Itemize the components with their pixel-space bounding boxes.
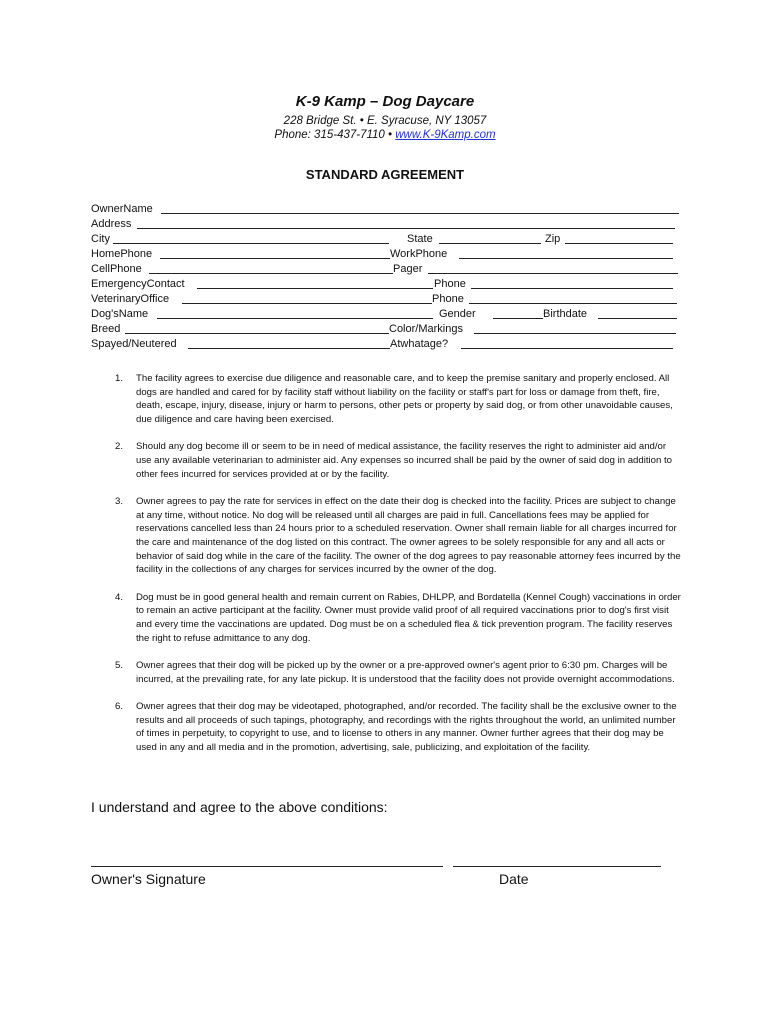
vet-phone-line[interactable]	[469, 292, 677, 304]
company-contact	[0, 129, 770, 141]
phone-text: Phone: 315-437-7110 •	[274, 129, 396, 141]
home-phone-label: HomePhone	[91, 248, 153, 260]
company-title: K-9 Kamp – Dog Daycare	[295, 93, 475, 110]
work-phone-label: WorkPhone	[390, 248, 448, 260]
zip-label: Zip	[545, 233, 561, 245]
emergency-contact-line[interactable]	[197, 277, 433, 289]
cell-phone-line[interactable]	[149, 262, 393, 274]
cell-phone-label: CellPhone	[91, 263, 142, 275]
clause-text: Owner agrees that their dog may be videotaped, photographed, and/or recorded. The facility shall be the exclusive owner to the results and all proceeds of such tapings, photography, and recordings with the rights throughout the world, an unlimited number of times in perpetuity, to copyright to use, and to license to others in any manner. Owner further agrees that their dog may be used in any and all media and in the promotion, advertising, sale, publicizing, and exploitation of the facility.	[136, 701, 677, 754]
work-phone-line[interactable]	[459, 247, 673, 259]
clause-number: 3.	[115, 496, 124, 508]
clause-number: 4.	[115, 591, 124, 603]
veterinary-office-line[interactable]	[182, 292, 432, 304]
dogs-name-label: Dog'sName	[91, 308, 149, 320]
owner-name-line[interactable]	[161, 202, 679, 214]
clause-5	[91, 659, 681, 686]
dogs-name-line[interactable]	[157, 307, 433, 319]
birthdate-line[interactable]	[598, 307, 677, 319]
agreement-title: STANDARD AGREEMENT	[305, 167, 465, 182]
zip-line[interactable]	[565, 232, 673, 244]
owner-name-label: OwnerName	[91, 203, 153, 215]
address-label: Address	[91, 218, 132, 230]
clause-text: The facility agrees to exercise due diligence and reasonable care, and to keep the premise sanitary and properly enclosed. All dogs are handled and cared for by facility staff without liability on the facility or staff's part for loss or damage from theft, fire, death, escape, injury, disease, injury or harm to persons, other pets or property by said dog, or from other unavoidable causes, due diligence and care having been exercised.	[136, 373, 673, 425]
pager-line[interactable]	[428, 262, 678, 274]
breed-label: Breed	[91, 323, 121, 335]
at-what-age-line[interactable]	[461, 337, 673, 349]
gender-line[interactable]	[493, 307, 543, 319]
clause-number: 1.	[115, 373, 124, 384]
clause-number: 6.	[115, 701, 124, 713]
clause-number: 5.	[115, 660, 124, 672]
vet-phone-label: Phone	[432, 293, 464, 305]
city-label: City	[91, 233, 110, 245]
date-label: Date	[499, 871, 529, 887]
clause-text: Owner agrees that their dog will be picked up by the owner or a pre-approved owner's agent prior to 6:30 pm. Charges will be incurred, at the prevailing rate, for any late pickup. It is understood that the facility does not provide overnight accommodations.	[136, 660, 675, 685]
veterinary-office-label: VeterinaryOffice	[91, 293, 170, 305]
clause-3	[91, 495, 681, 577]
clause-1	[91, 372, 681, 426]
birthdate-label: Birthdate	[543, 308, 588, 320]
city-line[interactable]	[113, 232, 389, 244]
gender-label: Gender	[439, 308, 476, 320]
company-address: 228 Bridge St. • E. Syracuse, NY 13057	[283, 115, 487, 127]
date-line[interactable]	[453, 866, 661, 867]
agreement-clauses	[91, 372, 681, 769]
emergency-phone-line[interactable]	[471, 277, 673, 289]
agreement-statement: I understand and agree to the above conditions:	[91, 799, 388, 815]
clause-text: Should any dog become ill or seem to be in need of medical assistance, the facility reserves the right to administer aid and/or use any available veterinarian to administer aid. Any expenses so incurred shall be paid by the owner of said dog in addition to other fees incurred for services provided at or by the facility.	[136, 441, 672, 480]
emergency-phone-label: Phone	[434, 278, 466, 290]
signature-line[interactable]	[91, 866, 443, 867]
emergency-contact-label: EmergencyContact	[91, 278, 185, 290]
breed-line[interactable]	[125, 322, 389, 334]
spayed-neutered-line[interactable]	[188, 337, 390, 349]
pager-label: Pager	[393, 263, 423, 275]
website-link[interactable]: www.K-9Kamp.com	[395, 129, 496, 141]
owner-info-form	[91, 202, 681, 352]
clause-text: Dog must be in good general health and remain current on Rabies, DHLPP, and Bordatella (Kennel Cough) vaccinations in order to remain an active participant at the facility. Owner must provide valid proof of all required vaccinations prior to dog's first visit and every time the vaccinations are updated. Dog must be on a scheduled flea & tick prevention program. The facility reserves the right to refuse admittance to any dog.	[136, 591, 681, 644]
color-markings-label: Color/Markings	[389, 323, 463, 335]
clause-text: Owner agrees to pay the rate for services in effect on the date their dog is checked into the facility. Prices are subject to change at any time, without notice. No dog will be released until all charges are paid in full. Cancellations fees may be applied for reservations cancelled less than 24 hours prior to a scheduled reservation. Owner shall remain liable for all charges incurred for the care and maintenance of the dog listed on this contract. The owner agrees to be solely responsible for any and all acts or behavior of said dog while in the care of the facility. The owner of the dog agrees to pay reasonable attorney fees incurred by the facility in the collections of any charges for services incurred by the owner of the dog.	[136, 496, 681, 576]
clause-2	[91, 440, 681, 481]
signature-label: Owner's Signature	[91, 871, 206, 887]
clause-number: 2.	[115, 441, 124, 453]
at-what-age-label: Atwhatage?	[390, 338, 449, 350]
state-label: State	[407, 233, 433, 245]
state-line[interactable]	[439, 232, 541, 244]
home-phone-line[interactable]	[160, 247, 390, 259]
clause-6	[91, 700, 681, 754]
address-line[interactable]	[137, 217, 675, 229]
clause-4	[91, 591, 681, 645]
spayed-neutered-label: Spayed/Neutered	[91, 338, 177, 350]
color-markings-line[interactable]	[474, 322, 676, 334]
